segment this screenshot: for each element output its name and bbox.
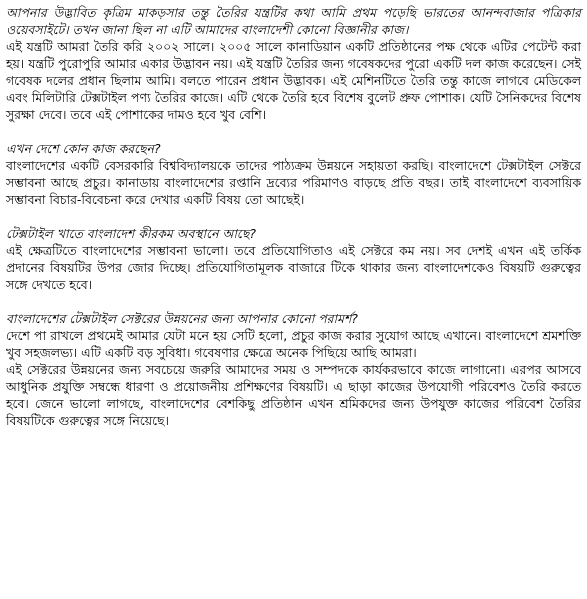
qa-block-current-work <box>6 140 581 208</box>
intro-block <box>6 4 581 123</box>
qa-block-textile-position <box>6 225 581 293</box>
question-current-work: এখন দেশে কোন কাজ করছেন? <box>6 141 161 156</box>
qa-block-advice <box>6 310 581 429</box>
answer-advice-part1: দেশে পা রাখলে প্রথমেই আমার যেটা মনে হয় সেটি হলো, প্রচুর কাজ করার সুযোগ আছে এখানে। বাংলাদেশে শ্রমশক্তি খুব সহজলভ্য। এটি একটি বড় সুবিধা। গবেষণার ক্ষেত্রে অনেক পিছিয়ে আছি আমরা। <box>6 328 581 360</box>
question-advice: বাংলাদেশের টেক্সটাইল সেক্টরের উন্নয়নের জন্য আপনার কোনো পরামর্শ? <box>6 311 358 326</box>
answer-textile-position: এই ক্ষেত্রটিতে বাংলাদেশের সম্ভাবনা ভালো। তবে প্রতিযোগিতাও এই সেক্টরে কম নয়। সব দেশই এখন এই তর্কিক প্রদানের বিষয়টির উপর জোর দিচ্ছে। প্রতিযোগিতামূলক বাজারে টিকে থাকার জন্য বাংলাদেশকেও বিষয়টি গুরুত্বের সঙ্গে দেখতে হবে। <box>6 243 581 292</box>
intro-question: আপনার উদ্ভাবিত কৃত্রিম মাকড়সার তন্তু তৈরির যন্ত্রটির কথা আমি প্রথম পড়েছি ভারতের আনন্দবাজার পত্রিকার ওয়েবসাইটে। তখন জানা ছিল না এটি আমাদের বাংলাদেশী কোনো বিজ্ঞানীর কাজ। <box>6 5 581 37</box>
answer-advice-part2: এই সেক্টরের উন্নয়নের জন্য সবচেয়ে জরুরি আমাদের সময় ও সম্পদকে কার্যকরভাবে কাজে লাগানো। এরপর আসবে আধুনিক প্রযুক্তি সম্বন্ধে ধারণা ও প্রয়োজনীয় প্রশিক্ষণের বিষয়টি। এ ছাড়া কাজের উপযোগী পরিবেশও তৈরি করতে হবে। জেনে ভালো লাগছে, বাংলাদেশের বেশকিছু প্রতিষ্ঠান এখন শ্রমিকদের জন্য উপযুক্ত কাজের পরিবেশ তৈরির বিষয়টিকে গুরুত্বের সঙ্গে নিয়েছে। <box>6 362 581 428</box>
question-textile-position: টেক্সটাইল খাতে বাংলাদেশ কীরকম অবস্থানে আছে? <box>6 226 256 241</box>
intro-answer: এই যন্ত্রটি আমরা তৈরি করি ২০০২ সালে। ২০০৫ সালে কানাডিয়ান একটি প্রতিষ্ঠানের পক্ষ থেকে এটির পেটেন্ট করা হয়। যন্ত্রটি পুরোপুরি আমার একার উদ্ভাবন নয়। এই যন্ত্রটি তৈরির জন্য গবেষকদের পুরো একটি দল কাজ করেছেন। সেই গবেষক দলের প্রধান ছিলাম আমি। বলতে পারেন প্রধান উদ্ভাবক। এই মেশিনটিতে তৈরি তন্তু কাজে লাগবে মেডিকেল এবং মিলিটারি টেক্সটাইল পণ্য তৈরির কাজে। এটি থেকে তৈরি হবে বিশেষ বুলেট প্রুফ পোশাক। যেটি সৈনিকদের বিশেষ সুরক্ষা দেবে। তবে এই পোশাকের দামও হবে খুব বেশি। <box>6 39 581 122</box>
answer-current-work: বাংলাদেশের একটি বেসরকারি বিশ্ববিদ্যালয়কে তাদের পাঠ্যক্রম উন্নয়নে সহায়তা করছি। বাংলাদেশে টেক্সটাইল সেক্টরে সম্ভাবনা আছে প্রচুর। কানাডায় বাংলাদেশের রপ্তানি দ্রব্যের পরিমাণও বাড়ছে প্রতি বছর। তাই বাংলাদেশে ব্যবসায়িক সম্ভাবনা বিচার-বিবেচনা করে দেখার একটি বিষয় তো আছেই। <box>6 158 581 207</box>
